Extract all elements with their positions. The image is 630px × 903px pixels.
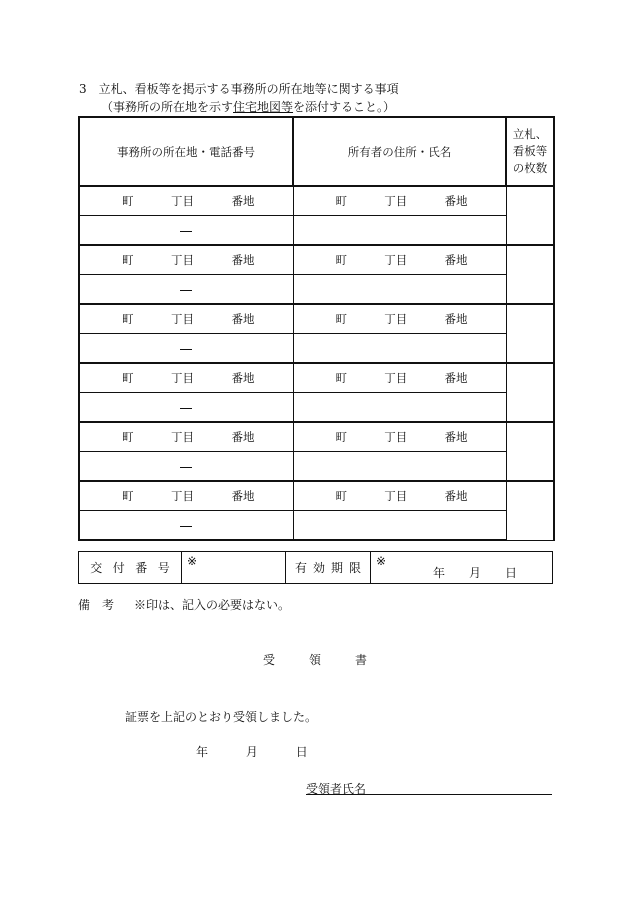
owner-address-cell[interactable] [293,363,506,393]
signature-label: 受領者氏名 [306,782,367,796]
sign-count-cell[interactable] [506,422,554,481]
office-address-cell[interactable] [79,245,293,275]
section-heading: 3 立札、看板等を掲示する事務所の所在地等に関する事項 [79,82,399,96]
validity-field[interactable] [371,552,552,583]
owner-address-cell[interactable] [293,245,506,275]
table-row [79,245,554,275]
owner-address-cell[interactable] [293,422,506,452]
issue-info-table [78,551,553,584]
sign-count-cell[interactable] [506,304,554,363]
section-subheading [101,98,395,115]
table-row [79,363,554,393]
owner-address-line: 町 丁目 番地 [335,430,468,444]
sign-count-cell[interactable] [506,363,554,422]
owner-address-line: 町 丁目 番地 [335,371,468,385]
receipt-body: 証票を上記のとおり受領しました。 [125,710,318,724]
owner-name-cell[interactable] [293,334,506,364]
office-address-cell[interactable] [79,422,293,452]
table-header-row [79,117,554,186]
table-row [79,275,554,305]
owner-address-cell[interactable] [293,304,506,334]
owner-name-cell[interactable] [293,452,506,482]
remarks-label: 備 考 [78,598,115,612]
sign-count-cell[interactable] [506,245,554,304]
office-address-line: 町 丁目 番地 [122,312,255,326]
table-row [79,452,554,482]
owner-name-cell[interactable] [293,275,506,305]
owner-name-cell[interactable] [293,216,506,246]
office-address-line: 町 丁目 番地 [122,253,255,267]
owner-address-line: 町 丁目 番地 [335,312,468,326]
owner-name-cell[interactable] [293,393,506,423]
table-entries [79,186,554,540]
table-row [79,304,554,334]
office-phone-cell[interactable] [79,511,293,541]
remarks [78,596,290,613]
office-phone-cell[interactable] [79,275,293,305]
table-row [79,393,554,423]
owner-address-line: 町 丁目 番地 [335,253,468,267]
receipt-title: 受領書 [263,653,402,667]
table-row [79,511,554,541]
header-count-line3: の枚数 [512,161,548,175]
office-address-cell[interactable] [79,304,293,334]
table-row [79,186,554,216]
office-location-table [78,116,555,541]
issue-number-field[interactable] [182,552,286,583]
header-count [506,117,554,186]
signature-line[interactable] [306,794,552,795]
office-address-line: 町 丁目 番地 [122,489,255,503]
phone-dash [180,408,192,409]
header-count-line1: 立札、 [512,127,548,141]
validity-mark: ※ [376,554,387,568]
phone-dash [180,231,192,232]
phone-dash [180,349,192,350]
validity-label: 有 効 期 限 [286,552,371,583]
office-phone-cell[interactable] [79,452,293,482]
owner-address-cell[interactable] [293,186,506,216]
subheading-open: （事務所の所在地を示す [101,100,234,114]
owner-address-line: 町 丁目 番地 [335,489,468,503]
table-row [79,422,554,452]
office-address-cell[interactable] [79,481,293,511]
subheading-underlined: 住宅地図等 [233,100,294,114]
office-phone-cell[interactable] [79,334,293,364]
issue-number-mark: ※ [187,554,198,568]
table-row [79,334,554,364]
sign-count-cell[interactable] [506,481,554,540]
remarks-text: ※印は、記入の必要はない。 [134,598,291,612]
validity-date: 年 月 日 [433,566,518,580]
phone-dash [180,290,192,291]
table-row [79,481,554,511]
office-address-line: 町 丁目 番地 [122,194,255,208]
phone-dash [180,526,192,527]
office-address-line: 町 丁目 番地 [122,371,255,385]
receipt-date: 年 月 日 [196,745,308,759]
issue-number-label: 交 付 番 号 [79,552,182,583]
office-address-cell[interactable] [79,186,293,216]
owner-name-cell[interactable] [293,511,506,541]
owner-address-cell[interactable] [293,481,506,511]
office-address-line: 町 丁目 番地 [122,430,255,444]
office-phone-cell[interactable] [79,393,293,423]
office-phone-cell[interactable] [79,216,293,246]
subheading-close: を添付すること。） [293,100,396,114]
header-owner: 所有者の住所・氏名 [293,117,506,186]
header-count-line2: 看板等 [512,144,548,158]
phone-dash [180,467,192,468]
table-row [79,216,554,246]
header-office: 事務所の所在地・電話番号 [79,117,293,186]
owner-address-line: 町 丁目 番地 [335,194,468,208]
sign-count-cell[interactable] [506,186,554,245]
office-address-cell[interactable] [79,363,293,393]
